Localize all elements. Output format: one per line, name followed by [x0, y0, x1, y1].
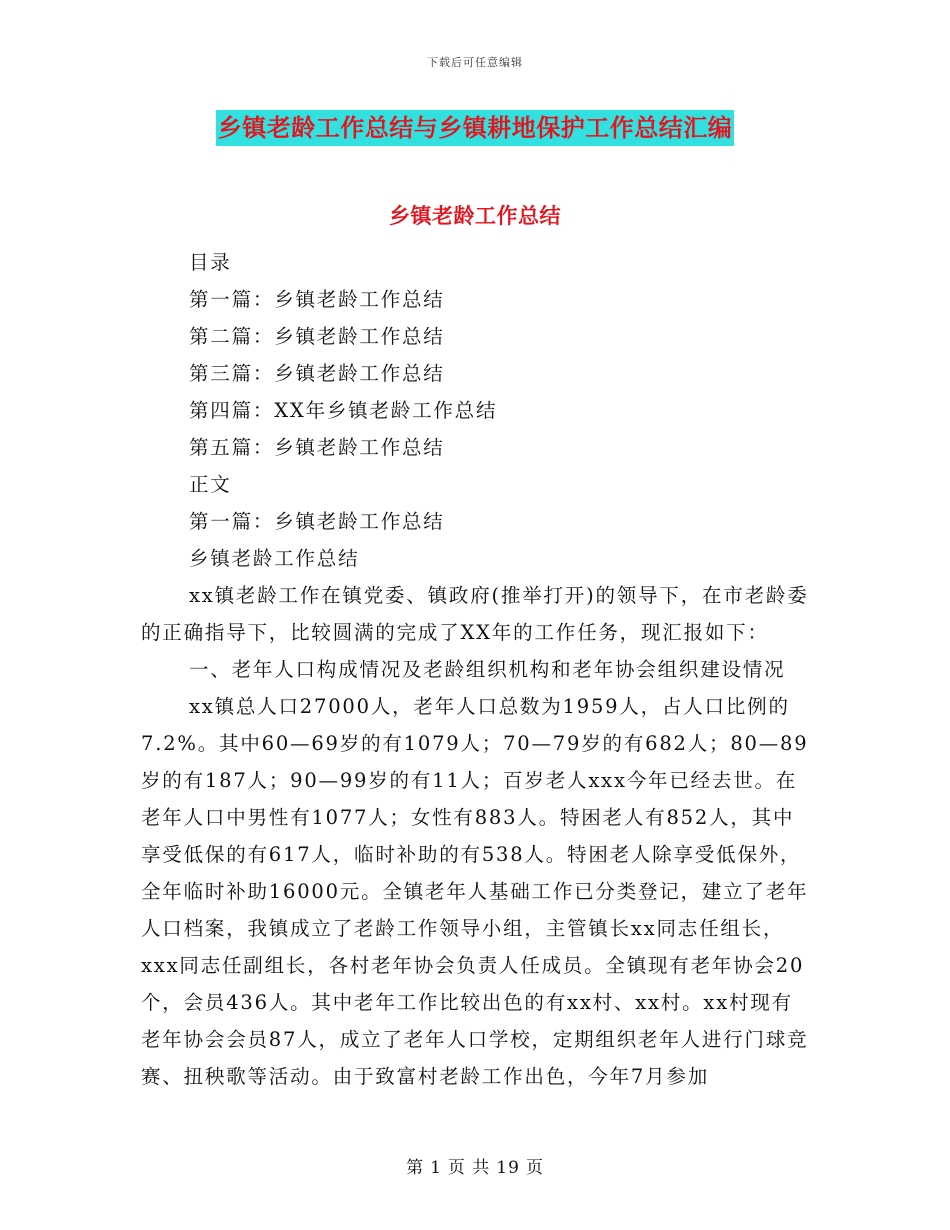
footer-suffix: 页	[525, 1158, 544, 1178]
chapter-heading: 第一篇：乡镇老龄工作总结	[189, 510, 445, 533]
toc-item: 第一篇：乡镇老龄工作总结	[189, 288, 445, 311]
toc-item: 第五篇：乡镇老龄工作总结	[189, 436, 445, 459]
document-body	[141, 244, 811, 1095]
main-title: 乡镇老龄工作总结与乡镇耕地保护工作总结汇编	[216, 110, 735, 146]
body-paragraph: xx镇总人口27000人，老年人口总数为1959人，占人口比例的7.2%。其中60—69岁的有1079人；70—79岁的有682人；80—89岁的有187人；90—99岁的有11人；百岁老人xxx今年已经去世。在老年人口中男性有1077人；女性有883人。特困老人有852人，其中享受低保的有617人，临时补助的有538人。特困老人除享受低保外，全年临时补助16000元。全镇老年人基础工作已分类登记，建立了老年人口档案，我镇成立了老龄工作领导小组，主管镇长xx同志任组长，xxx同志任副组长，各村老年协会负责人任成员。全镇现有老年协会20个，会员436人。其中老年工作比较出色的有xx村、xx村。xx村现有老年协会会员87人，成立了老年人口学校，定期组织老年人进行门球竞赛、扭秧歌等活动。由于致富村老龄工作出色，今年7月参加	[141, 695, 809, 1088]
toc-item: 第二篇：乡镇老龄工作总结	[189, 325, 445, 348]
footer-page-number: 1	[430, 1158, 442, 1178]
footer-prefix: 第	[406, 1158, 425, 1178]
footer-total-pages: 19	[496, 1158, 520, 1178]
body-heading: 正文	[189, 473, 232, 496]
body-paragraph: xx镇老龄工作在镇党委、镇政府(推举打开)的领导下，在市老龄委的正确指导下，比较圆满的完成了XX年的工作任务，现汇报如下：	[141, 584, 809, 644]
footer-middle: 页 共	[447, 1158, 491, 1178]
toc-item: 第四篇：XX年乡镇老龄工作总结	[189, 399, 498, 422]
toc-heading: 目录	[189, 251, 232, 274]
section-title: 乡镇老龄工作总结	[389, 203, 561, 228]
chapter-subtitle: 乡镇老龄工作总结	[189, 547, 360, 570]
header-note: 下载后可任意编辑	[427, 56, 523, 69]
toc-item: 第三篇：乡镇老龄工作总结	[189, 362, 445, 385]
body-paragraph: 一、老年人口构成情况及老龄组织机构和老年协会组织建设情况	[189, 658, 786, 681]
main-title-container	[0, 110, 950, 146]
page-footer	[0, 1153, 950, 1178]
